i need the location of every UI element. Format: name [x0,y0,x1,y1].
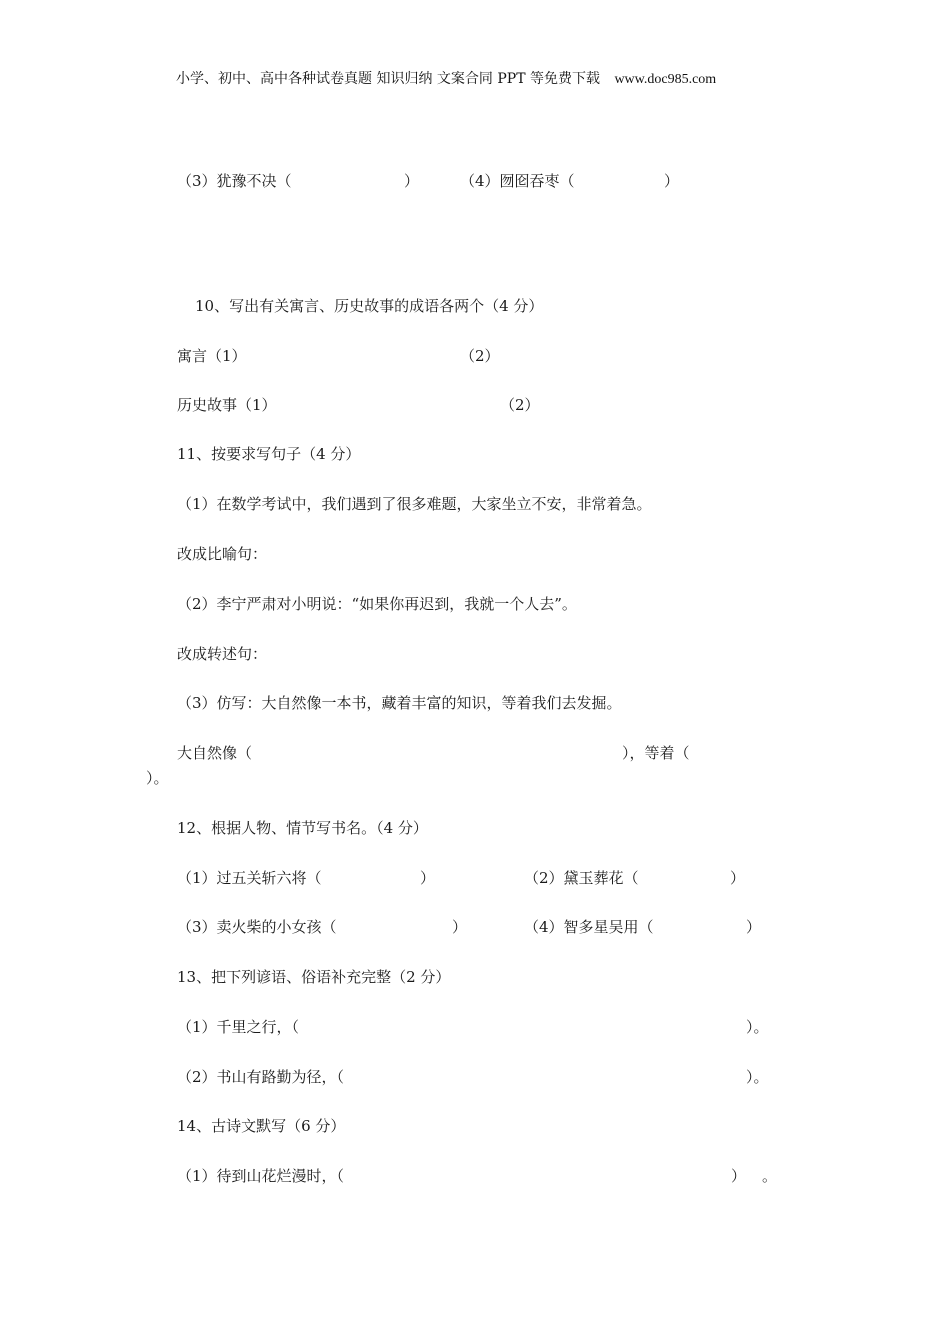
q14-item-1-close: ） [731,1167,747,1185]
q10-history-label: 历史故事（1） [177,396,277,414]
q11-title: 11、按要求写句子（4 分） [177,445,361,463]
header-url: www.doc985.com [614,72,717,87]
q9-item4-label: （4）囫囵吞枣（ [460,172,575,190]
q13-item-2-close: ）。 [746,1068,769,1086]
q11-sentence-3: （3）仿写：大自然像一本书，藏着丰富的知识，等着我们去发掘。 [177,694,622,712]
q14-item-1-end: 。 [762,1167,778,1185]
q12-item-4: （4）智多星吴用（ [524,918,654,936]
q9-item4-close: ） [664,172,680,190]
q14-item-1: （1）待到山花烂漫时，（ [177,1167,345,1185]
q10-title: 10、写出有关寓言、历史故事的成语各两个（4 分） [195,297,544,315]
q12-item-3: （3）卖火柴的小女孩（ [177,918,337,936]
q12-item-3-close: ） [452,918,468,936]
q13-title: 13、把下列谚语、俗语补充完整（2 分） [177,968,451,986]
q11-task-1: 改成比喻句： [177,545,268,563]
q11-task-2: 改成转述句： [177,645,268,663]
q13-item-1: （1）千里之行，（ [177,1018,300,1036]
q12-item-2-close: ） [730,869,746,887]
q11-fill-end: ）。 [146,769,169,787]
q10-fable-2: （2） [460,347,500,365]
q14-title: 14、古诗文默写（6 分） [177,1117,346,1135]
q13-item-2: （2）书山有路勤为径，（ [177,1068,345,1086]
q9-item3-close: ） [404,172,420,190]
q11-sentence-1: （1）在数学考试中，我们遇到了很多难题，大家坐立不安，非常着急。 [177,495,652,513]
header-text: 小学、初中、高中各种试卷真题 知识归纳 文案合同 PPT 等免费下载 [176,71,600,87]
q11-fill-start: 大自然像（ [177,744,253,762]
page-header [176,69,716,89]
q10-history-2: （2） [500,396,540,414]
q12-title: 12、根据人物、情节写书名。（4 分） [177,819,428,837]
q12-item-1: （1）过五关斩六将（ [177,869,322,887]
q11-fill-mid: ），等着（ [622,744,690,762]
q12-item-4-close: ） [746,918,762,936]
q13-item-1-close: ）。 [746,1018,769,1036]
q11-sentence-2: （2）李宁严肃对小明说：“如果你再迟到，我就一个人去”。 [177,595,577,613]
q12-item-2: （2）黛玉葬花（ [524,869,639,887]
q9-item3-label: （3）犹豫不决（ [177,172,292,190]
q10-fable-label: 寓言（1） [177,347,247,365]
q12-item-1-close: ） [420,869,436,887]
